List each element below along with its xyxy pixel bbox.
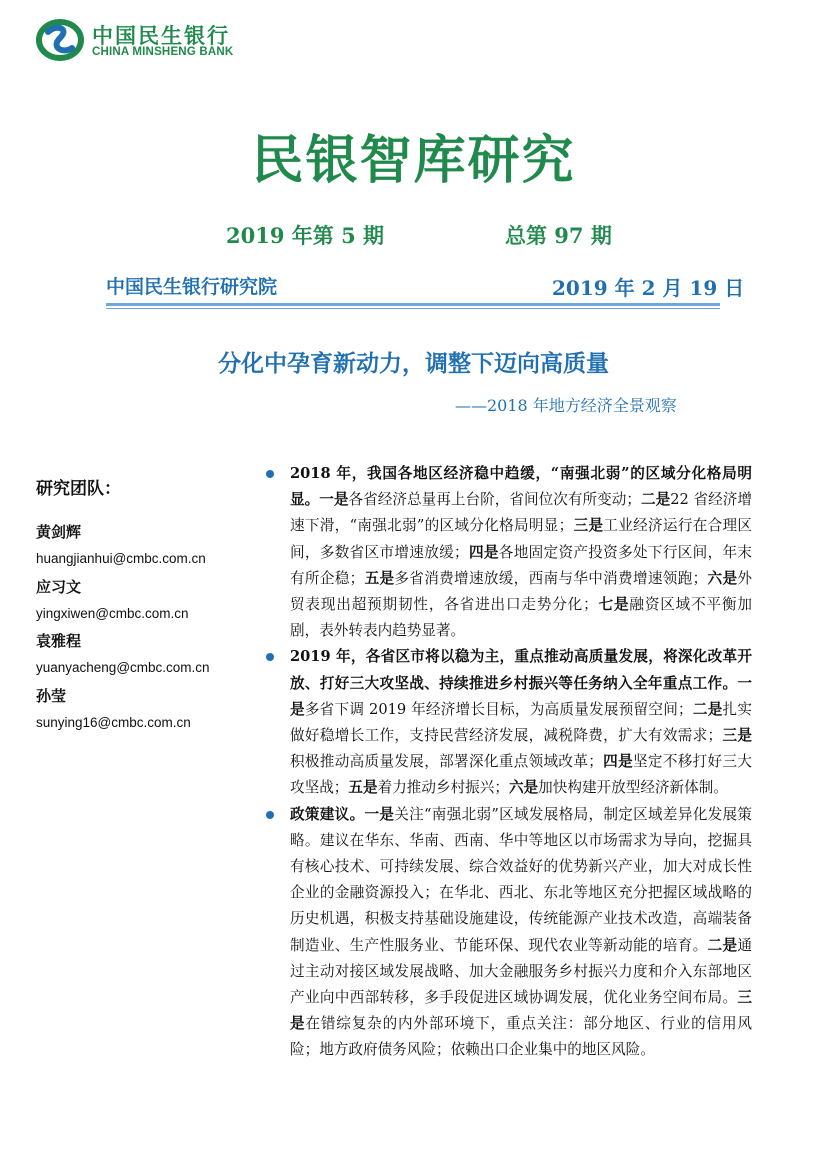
team-member bbox=[36, 521, 206, 566]
bullet-text-bold: 一是 bbox=[290, 674, 752, 718]
bullet-text-bold: 一是 bbox=[319, 491, 349, 509]
bullet-text: 工业经济运行在合理区间，多数省区市增速放缓； bbox=[290, 517, 752, 561]
institute-name: 中国民生银行研究院 bbox=[106, 276, 278, 298]
bullet-text-bold: 三是 bbox=[722, 727, 752, 745]
bullet-text-bold: 2019 年，各省区市将以稳为主，重点推动高质量发展，将深化改革开放、打好三大攻坚战、持续推进乡村振兴等任务纳入全年重点工作。 bbox=[290, 648, 752, 692]
bullet-text-bold: 四是 bbox=[468, 543, 499, 561]
bullet-text: 多省下调 2019 年经济增长目标，为高质量发展预留空间； bbox=[304, 700, 693, 718]
member-name: 应习文 bbox=[36, 578, 82, 596]
bank-logo bbox=[36, 18, 276, 62]
minsheng-logo-icon bbox=[36, 18, 84, 62]
bullet-text-bold: 二是 bbox=[640, 491, 671, 509]
member-email[interactable]: yingxiwen@cmbc.com.cn bbox=[36, 606, 189, 621]
article-subtitle: ——2018 年地方经济全景观察 bbox=[455, 396, 677, 415]
summary-bullet bbox=[266, 461, 752, 644]
bullet-text: 融资区域不平衡加剧，表外转表内趋势显著。 bbox=[290, 596, 752, 640]
bank-name-en: CHINA MINSHENG BANK bbox=[92, 46, 234, 58]
bullet-text-bold: 二是 bbox=[692, 700, 723, 718]
member-name: 孙莹 bbox=[36, 687, 67, 705]
bullet-text: 通过主动对接区域发展战略、加大金融服务乡村振兴力度和介入东部地区产业向中西部转移，多手段促进区域协调发展，优化业务空间布局。 bbox=[290, 936, 752, 1007]
bullet-text-bold: 六是 bbox=[707, 569, 738, 587]
bullet-text: 积极推动高质量发展，部署深化重点领域改革； bbox=[290, 753, 603, 771]
bullet-text-bold: 七是 bbox=[597, 596, 630, 614]
bullet-text-bold: 一是 bbox=[364, 805, 395, 823]
article-title: 分化中孕育新动力，调整下迈向高质量 bbox=[218, 351, 609, 377]
bullet-text: 22 省经济增速下滑，“南强北弱”的区域分化格局明显； bbox=[290, 491, 752, 535]
bullet-text-bold: 二是 bbox=[707, 936, 738, 954]
masthead-title: 民银智库研究 bbox=[251, 131, 576, 191]
bullet-text: 多省消费增速放缓，西南与华中消费增速领跑； bbox=[394, 569, 708, 587]
member-name: 黄剑辉 bbox=[36, 523, 82, 541]
publish-date: 2019 年 2 月 19 日 bbox=[552, 276, 745, 300]
summary-bullets bbox=[266, 461, 752, 1064]
bullet-text-bold: 四是 bbox=[602, 753, 633, 771]
header-divider-thin bbox=[106, 308, 720, 309]
summary-bullet bbox=[266, 802, 752, 1064]
bullet-dot-icon bbox=[266, 470, 274, 478]
bullet-text: 在错综复杂的内外部环境下，重点关注：部分地区、行业的信用风险；地方政府债务风险；依赖出口企业集中的地区风险。 bbox=[290, 1015, 752, 1059]
bullet-text-bold: 2018 年，我国各地区经济稳中趋缓，“南强北弱”的区域分化格局明显。 bbox=[290, 465, 752, 509]
member-email[interactable]: yuanyacheng@cmbc.com.cn bbox=[36, 660, 210, 675]
bullet-dot-icon bbox=[266, 811, 274, 819]
team-member bbox=[36, 685, 191, 730]
member-email[interactable]: sunying16@cmbc.com.cn bbox=[36, 715, 191, 730]
bullet-text-bold: 六是 bbox=[508, 779, 539, 797]
bullet-text: 关注“南强北弱”区域发展格局，制定区域差异化发展策略。建议在华东、华南、西南、华中等地区以市场需求为导向，挖掘具有核心技术、可持续发展、综合效益好的优势新兴产业，加大对成长性企业的金融资源投入；在华北、西北、东北等地区充分把握区域战略的历史机遇，积极支持基础设施建设，传统能源产业技术改造，高端装备制造业、生产性服务业、节能环保、现代农业等新动能的培育。 bbox=[290, 805, 752, 954]
bullet-text: 各省经济总量再上台阶，省间位次有所变动； bbox=[348, 491, 641, 509]
team-heading: 研究团队： bbox=[36, 479, 121, 499]
header-divider bbox=[106, 303, 720, 306]
bullet-text: 各地固定资产投资多处下行区间，年末有所企稳； bbox=[290, 543, 752, 587]
bullet-text-bold: 三是 bbox=[290, 989, 752, 1033]
issue-number: 2019 年第 5 期 bbox=[226, 223, 384, 248]
bullet-text-bold: 五是 bbox=[348, 779, 378, 797]
total-issue-number: 总第 97 期 bbox=[505, 223, 612, 248]
bullet-text: 外贸表现出超预期韧性，各省进出口走势分化； bbox=[290, 569, 752, 614]
bullet-text-bold: 三是 bbox=[573, 517, 604, 535]
bullet-text-bold: 政策建议。 bbox=[290, 805, 365, 823]
member-name: 袁雅程 bbox=[36, 632, 82, 650]
bullet-text-bold: 五是 bbox=[364, 569, 395, 587]
member-email[interactable]: huangjianhui@cmbc.com.cn bbox=[36, 551, 206, 566]
bullet-text: 着力推动乡村振兴； bbox=[377, 779, 509, 797]
bullet-text: 加快构建开放型经济新体制。 bbox=[538, 779, 728, 797]
team-member bbox=[36, 630, 210, 675]
bullet-text: 扎实做好稳增长工作，支持民营经济发展，减税降费，扩大有效需求； bbox=[290, 700, 752, 745]
summary-bullet bbox=[266, 644, 752, 801]
team-member bbox=[36, 576, 189, 621]
bullet-dot-icon bbox=[266, 653, 274, 661]
bullet-text: 坚定不移打好三大攻坚战； bbox=[290, 753, 752, 797]
bank-name-cn: 中国民生银行 bbox=[92, 24, 230, 48]
